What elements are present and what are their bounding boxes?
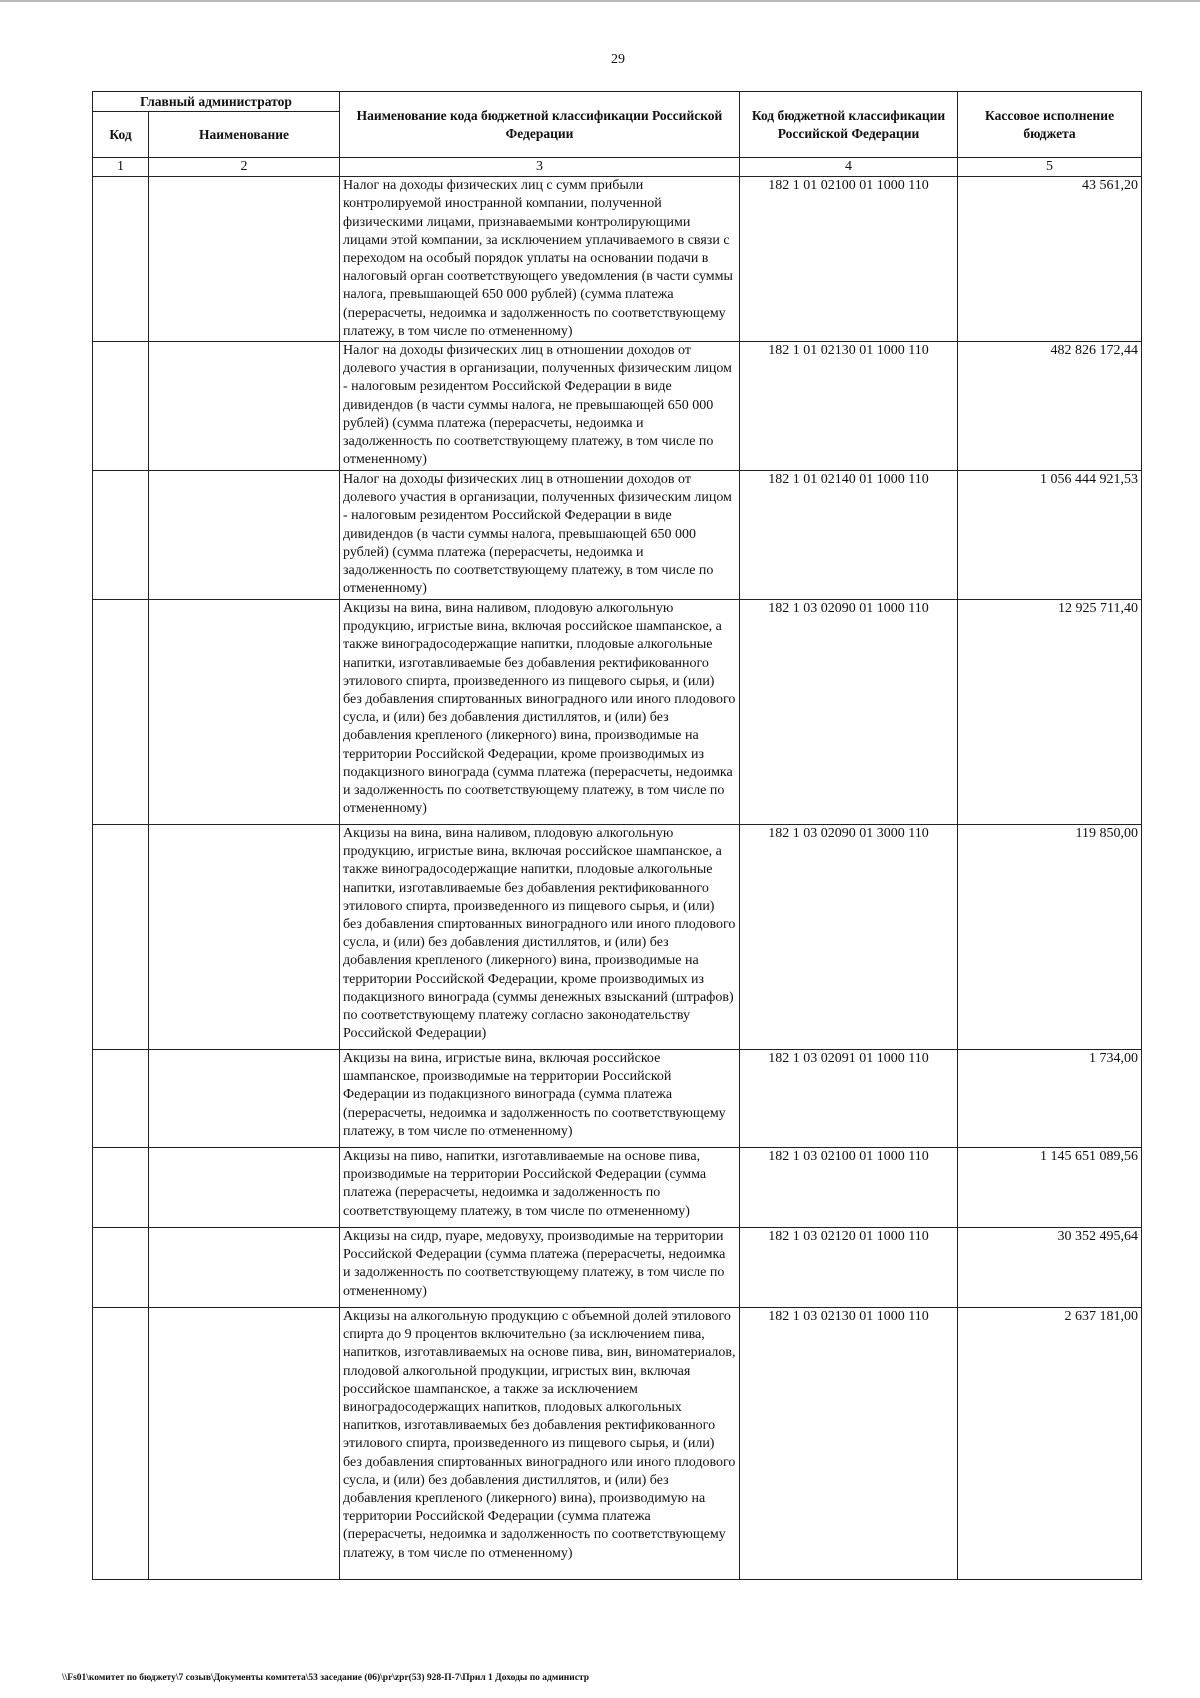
header-chief-administrator: Главный администратор — [93, 92, 340, 112]
kbk-name-cell: Акцизы на сидр, пуаре, медовуху, производимые на территории Российской Федерации (сумма платежа (перерасчеты, недоимка и задолженность по соответствующему платежу, в том числе по отмененному) — [340, 1228, 740, 1308]
admin-code-cell — [93, 600, 149, 825]
kbk-name-cell: Налог на доходы физических лиц в отношении доходов от долевого участия в организации, полученных физическим лицом - налоговым резидентом Российской Федерации в виде дивидендов (в части суммы налога, не превышающей 650 000 рублей) (сумма платежа (перерасчеты, недоимка и задолженность по соответствующему платежу, в том числе по отмененному) — [340, 342, 740, 471]
admin-code-cell — [93, 1148, 149, 1228]
kbk-name-cell: Акцизы на вина, игристые вина, включая российское шампанское, производимые на территории Российской Федерации из подакцизного винограда (сумма платежа (перерасчеты, недоимка и задолженность по соответствующему платежу, в том числе по отмененному) — [340, 1050, 740, 1148]
table-row — [93, 1308, 1142, 1580]
kbk-name-cell: Акцизы на вина, вина наливом, плодовую алкогольную продукцию, игристые вина, включая российское шампанское, а также виноградосодержащие напитки, плодовые алкогольные напитки, изготавливаемые без добавления ректификованного этилового спирта, произведенного из пищевого сырья, и (или) без добавления спиртованных виноградного или иного плодового сусла, и (или) без добавления дистиллятов, и (или) без добавления крепленого (ликерного) вина, производимые на территории Российской Федерации, кроме производимых из подакцизного винограда (суммы денежных взысканий (штрафов) по соответствующему платежу согласно законодательству Российской Федерации) — [340, 825, 740, 1050]
kbk-code-cell: 182 1 01 02140 01 1000 110 — [740, 471, 958, 600]
amount-cell: 1 734,00 — [958, 1050, 1142, 1148]
table-row — [93, 1050, 1142, 1148]
amount-cell: 1 056 444 921,53 — [958, 471, 1142, 600]
table-row — [93, 342, 1142, 471]
header-kbk-code: Код бюджетной классификации Российской Федерации — [740, 92, 958, 158]
amount-cell: 43 561,20 — [958, 177, 1142, 342]
admin-name-cell — [149, 1050, 340, 1148]
header-code: Код — [93, 112, 149, 158]
table-row — [93, 1148, 1142, 1228]
amount-cell: 1 145 651 089,56 — [958, 1148, 1142, 1228]
amount-cell: 482 826 172,44 — [958, 342, 1142, 471]
admin-name-cell — [149, 600, 340, 825]
admin-name-cell — [149, 1148, 340, 1228]
column-number: 2 — [149, 158, 340, 177]
admin-name-cell — [149, 1228, 340, 1308]
admin-code-cell — [93, 342, 149, 471]
amount-cell: 119 850,00 — [958, 825, 1142, 1050]
kbk-code-cell: 182 1 01 02130 01 1000 110 — [740, 342, 958, 471]
admin-code-cell — [93, 825, 149, 1050]
kbk-name-cell: Налог на доходы физических лиц в отношении доходов от долевого участия в организации, полученных физическим лицом - налоговым резидентом Российской Федерации в виде дивидендов (в части суммы налога, превышающей 650 000 рублей) (сумма платежа (перерасчеты, недоимка и задолженность по соответствующему платежу, в том числе по отмененному) — [340, 471, 740, 600]
header-admin-name: Наименование — [149, 112, 340, 158]
amount-cell: 2 637 181,00 — [958, 1308, 1142, 1580]
admin-name-cell — [149, 1308, 340, 1580]
table-header — [93, 92, 1142, 177]
table-row — [93, 471, 1142, 600]
column-number: 4 — [740, 158, 958, 177]
table-row — [93, 1228, 1142, 1308]
kbk-name-cell: Акцизы на пиво, напитки, изготавливаемые на основе пива, производимые на территории Российской Федерации (сумма платежа (перерасчеты, недоимка и задолженность по соответствующему платежу, в том числе по отмененному) — [340, 1148, 740, 1228]
amount-cell: 30 352 495,64 — [958, 1228, 1142, 1308]
admin-code-cell — [93, 1050, 149, 1148]
admin-code-cell — [93, 1308, 149, 1580]
admin-name-cell — [149, 471, 340, 600]
footer-file-path: \\Fs01\комитет по бюджету\7 созыв\Документы комитета\53 заседание (06)\pr\zpr(53) 928-П-7\Прил 1 Доходы по администр — [62, 1673, 590, 1683]
kbk-code-cell: 182 1 03 02100 01 1000 110 — [740, 1148, 958, 1228]
kbk-code-cell: 182 1 03 02090 01 3000 110 — [740, 825, 958, 1050]
column-number: 3 — [340, 158, 740, 177]
admin-name-cell — [149, 825, 340, 1050]
kbk-code-cell: 182 1 03 02120 01 1000 110 — [740, 1228, 958, 1308]
column-number: 1 — [93, 158, 149, 177]
header-kbk-name: Наименование кода бюджетной классификации Российской Федерации — [340, 92, 740, 158]
kbk-name-cell: Акцизы на вина, вина наливом, плодовую алкогольную продукцию, игристые вина, включая российское шампанское, а также виноградосодержащие напитки, плодовые алкогольные напитки, изготавливаемые без добавления ректификованного этилового спирта, произведенного из пищевого сырья, и (или) без добавления спиртованных виноградного или иного плодового сусла, и (или) без добавления дистиллятов, и (или) без добавления крепленого (ликерного) вина, производимые на территории Российской Федерации, кроме производимых из подакцизного винограда (сумма платежа (перерасчеты, недоимка и задолженность по соответствующему платежу, в том числе по отмененному) — [340, 600, 740, 825]
column-number-row — [93, 158, 1142, 177]
admin-code-cell — [93, 471, 149, 600]
table-row — [93, 600, 1142, 825]
amount-cell: 12 925 711,40 — [958, 600, 1142, 825]
kbk-code-cell: 182 1 03 02091 01 1000 110 — [740, 1050, 958, 1148]
kbk-code-cell: 182 1 03 02130 01 1000 110 — [740, 1308, 958, 1580]
page-number: 29 — [611, 52, 625, 67]
admin-code-cell — [93, 177, 149, 342]
admin-name-cell — [149, 177, 340, 342]
table-row — [93, 177, 1142, 342]
kbk-code-cell: 182 1 01 02100 01 1000 110 — [740, 177, 958, 342]
kbk-name-cell: Акцизы на алкогольную продукцию с объемной долей этилового спирта до 9 процентов включительно (за исключением пива, напитков, изготавливаемых на основе пива, вин, виноматериалов, плодовой алкогольной продукции, игристых вин, включая российское шампанское, а также за исключением виноградосодержащих напитков, плодовых алкогольных напитков, изготавливаемых без добавления ректификованного этилового спирта, произведенного из пищевого сырья, и (или) без добавления спиртованных виноградного или иного плодового сусла, и (или) без добавления дистиллятов, и (или) без добавления крепленого (ликерного) вина), производимую на территории Российской Федерации (сумма платежа (перерасчеты, недоимка и задолженность по соответствующему платежу, в том числе по отмененному) — [340, 1308, 740, 1580]
column-number: 5 — [958, 158, 1142, 177]
admin-name-cell — [149, 342, 340, 471]
header-execution: Кассовое исполнение бюджета — [958, 92, 1142, 158]
kbk-name-cell: Налог на доходы физических лиц с сумм прибыли контролируемой иностранной компании, полученной физическими лицами, признаваемыми контролирующими лицами этой компании, за исключением уплачиваемого в связи с переходом на особый порядок уплаты на основании подачи в налоговый орган соответствующего уведомления (в части суммы налога, превышающей 650 000 рублей) (сумма платежа (перерасчеты, недоимка и задолженность по соответствующему платежу, в том числе по отмененному) — [340, 177, 740, 342]
admin-code-cell — [93, 1228, 149, 1308]
table-body — [93, 177, 1142, 1580]
revenue-table — [92, 91, 1142, 1580]
scan-edge — [0, 0, 1200, 2]
kbk-code-cell: 182 1 03 02090 01 1000 110 — [740, 600, 958, 825]
table-row — [93, 825, 1142, 1050]
